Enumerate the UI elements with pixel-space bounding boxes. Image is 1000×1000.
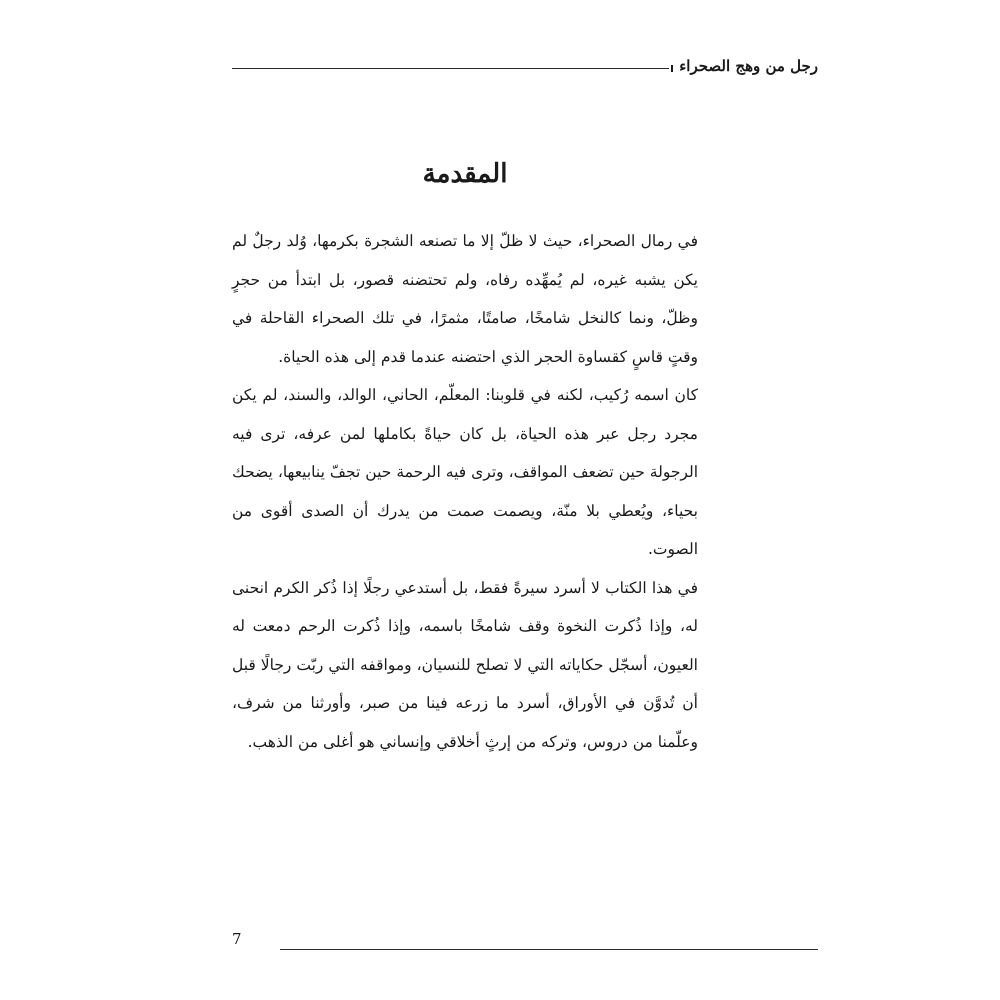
running-header-title: رجل من وهج الصحراء [679, 57, 818, 75]
page-number: 7 [232, 930, 242, 948]
body-text [232, 222, 698, 761]
header-mark [671, 65, 673, 72]
running-header [232, 52, 818, 80]
chapter-title: المقدمة [422, 159, 508, 189]
paragraph-2: كان اسمه رُكيب، لكنه في قلوبنا: المعلّم، الحاني، الوالد، والسند، لم يكن مجرد رجل عبر هذه الحياة، بل كان حياةً بكاملها لمن عرفه، ترى فيه الرجولة حين تضعف المواقف، وترى فيه الرحمة حين تجفّ ينابيعها، يضحك بحياء، ويُعطي بلا منّة، ويصمت صمت من يدرك أن الصدى أقوى من الصوت. [232, 386, 698, 558]
paragraph-3: في هذا الكتاب لا أسرد سيرةً فقط، بل أستدعي رجلًا إذا ذُكر الكرم انحنى له، وإذا ذُكرت النخوة وقف شامخًا باسمه، وإذا ذُكرت الرحم دمعت له العيون، أسجّل حكاياته التي لا تصلح للنسيان، ومواقفه التي ربّت رجالًا قبل أن تُدوَّن في الأوراق، أسرد ما زرعه فينا من صبر، وأورثنا من شرف، وعلّمنا من دروس، وتركه من إرثٍ أخلاقي وإنساني هو أغلى من الذهب. [232, 578, 698, 751]
footer-rule [280, 949, 818, 950]
page-footer [232, 924, 818, 954]
header-rule [232, 68, 669, 69]
paragraph-1: في رمال الصحراء، حيث لا ظلّ إلا ما تصنعه الشجرة بكرمها، وُلد رجلٌ لم يكن يشبه غيره، لم يُمهِّده رفاه، ولم تحتضنه قصور، بل ابتدأ من حجرٍ وظلّ، ونما كالنخل شامخًا، صامتًا، مثمرًا، في تلك الصحراء القاحلة في وقتٍ قاسٍ كقساوة الحجر الذي احتضنه عندما قدم إلى هذه الحياة. [232, 232, 698, 366]
